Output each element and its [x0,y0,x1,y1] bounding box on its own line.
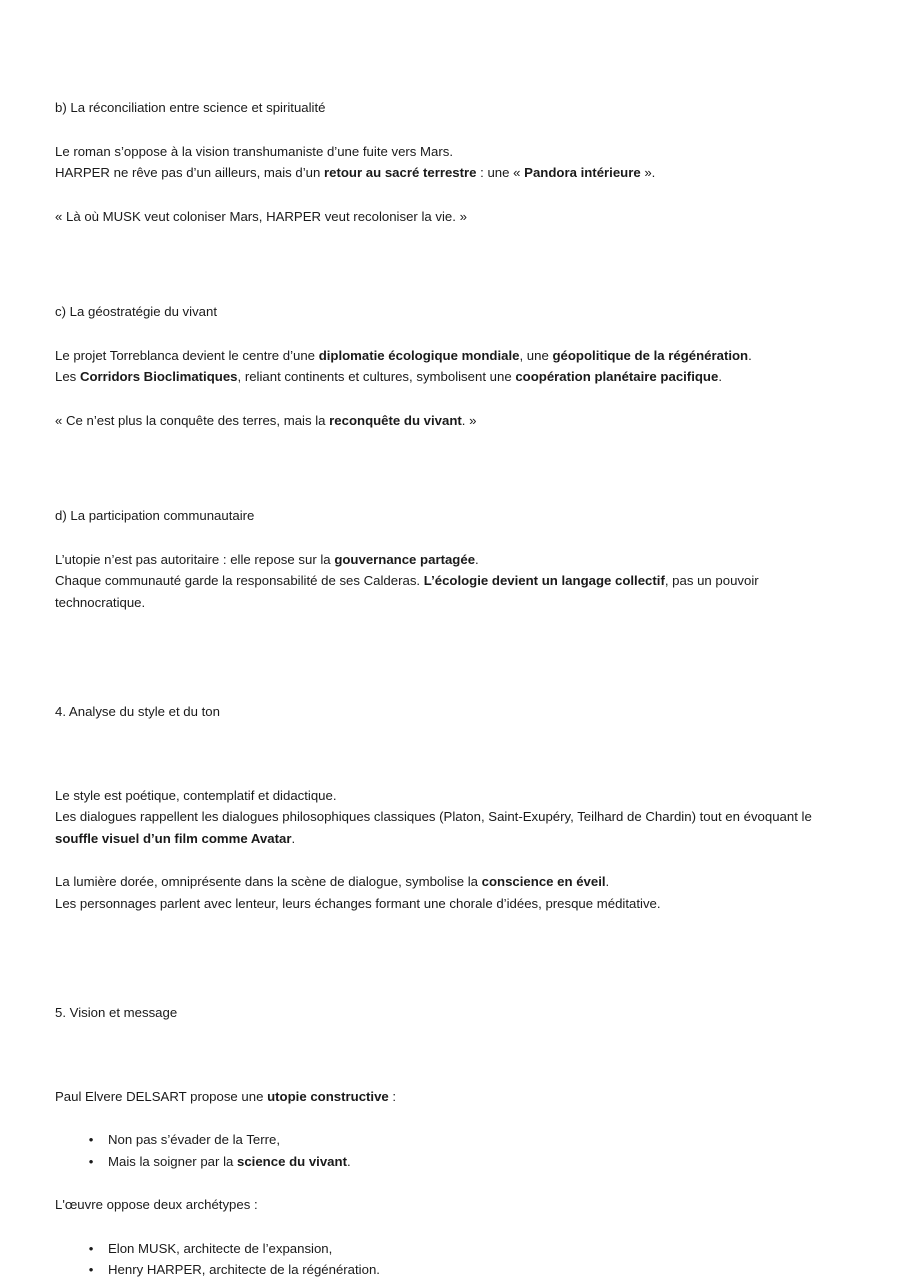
text-run: Elon MUSK, architecte de l’expansion, [108,1240,333,1256]
bullet-icon: • [88,1153,94,1169]
paragraph-5-2: L'œuvre oppose deux archétypes : [55,1197,258,1212]
paragraph-5-1 [55,1086,850,1108]
text-run: Les dialogues rappellent les dialogues philosophiques classiques (Platon, Saint-Exupéry, Teilhard de Chardin) tout en évoquant le [55,809,812,824]
paragraph-b-1 [55,141,850,184]
list-item [55,1259,850,1281]
spacer [55,1107,850,1129]
paragraph-d-1-line-1 [55,549,850,571]
list-item-text [108,1241,332,1256]
bullet-icon: • [88,1262,94,1277]
quote-b: « Là où MUSK veut coloniser Mars, HARPER veut recoloniser la vie. » [55,208,467,224]
paragraph-d-1-line-2 [55,573,759,610]
bullet-list-archetypes [55,1238,850,1281]
text-run: : une « [476,165,525,180]
bold-run: géopolitique de la régénération [552,347,749,363]
paragraph-4-1-line-1: Le style est poétique, contemplatif et didactique. [55,787,337,803]
text-run: , une [519,347,553,363]
spacer [55,914,850,988]
paragraph-c-1-line-2 [55,366,850,388]
text-run: Non pas s’évader de la Terre, [108,1132,281,1147]
paragraph-4-2 [55,871,850,914]
text-run: Chaque communauté garde la responsabilité de ses Calderas. [55,573,424,588]
paragraph-4-2-line-2: Les personnages parlent avec lenteur, leurs échanges formant une chorale d’idées, presque méditative. [55,895,661,911]
bold-run: gouvernance partagée [334,551,476,567]
spacer [55,431,850,505]
text-run: Paul Elvere DELSART propose une [55,1088,268,1104]
bold-run: souffle visuel d’un film comme Avatar [55,830,292,846]
spacer [55,849,850,871]
bold-run: diplomatie écologique mondiale [318,347,520,363]
spacer [55,527,850,549]
list-item [55,1129,850,1151]
section-heading-4: 4. Analyse du style et du ton [55,704,220,719]
bold-run: retour au sacré terrestre [324,165,477,180]
paragraph-d-1 [55,549,850,614]
text-run: . [346,1153,351,1169]
bold-run: utopie constructive [267,1088,389,1104]
paragraph-4-1-line-2 [55,809,812,846]
paragraph-b-1-line-2 [55,162,850,184]
spacer [55,1172,850,1194]
text-run: . » [461,412,477,428]
spacer [55,1024,850,1086]
bold-run: science du vivant [237,1153,347,1169]
text-run: : [388,1088,397,1104]
bold-run: L’écologie devient un langage collectif [423,573,665,588]
text-run: . [748,347,752,363]
text-run: . [291,830,296,846]
paragraph-c-1-line-1 [55,345,850,367]
spacer [55,687,850,701]
text-run: . [475,551,479,567]
bold-run: Pandora intérieure [524,165,641,180]
text-run: Les [55,369,80,384]
paragraph-b-1-line-1: Le roman s’oppose à la vision transhumaniste d’une fuite vers Mars. [55,143,454,159]
list-item [55,1151,850,1173]
text-run: Henry HARPER, architecte de la régénération. [108,1262,380,1277]
list-item-text [108,1154,351,1169]
spacer [55,388,850,410]
list-item-text [108,1132,280,1147]
list-item [55,1238,850,1260]
paragraph-4-1 [55,785,850,850]
spacer [55,613,850,687]
bullet-icon: • [88,1240,94,1256]
text-run: Le projet Torreblanca devient le centre d’une [55,347,319,363]
text-run: La lumière dorée, omniprésente dans la scène de dialogue, symbolise la [55,874,482,889]
quote-c [55,410,850,432]
text-run: , reliant continents et cultures, symbolisent une [237,369,516,384]
spacer [55,323,850,345]
text-run: . [718,369,722,384]
bullet-icon: • [88,1132,94,1147]
spacer [55,119,850,141]
spacer [55,184,850,206]
bold-run: reconquête du vivant [329,412,462,428]
list-item-text [108,1262,380,1277]
text-run: HARPER ne rêve pas d’un ailleurs, mais d’un [55,165,325,180]
text-run: ». [640,165,656,180]
document-body [55,97,850,1281]
spacer [55,227,850,301]
section-heading-d: d) La participation communautaire [55,508,255,523]
bold-run: coopération planétaire pacifique [515,369,719,384]
section-heading-5: 5. Vision et message [55,1005,178,1020]
section-heading-c: c) La géostratégie du vivant [55,304,218,319]
text-run: « Ce n’est plus la conquête des terres, mais la [55,412,330,428]
text-run: Mais la soigner par la [108,1153,238,1169]
section-heading-b: b) La réconciliation entre science et spiritualité [55,100,326,115]
paragraph-c-1 [55,345,850,388]
bold-run: conscience en éveil [481,874,606,889]
paragraph-4-2-line-1 [55,871,850,893]
bullet-list-utopie [55,1129,850,1172]
spacer [55,723,850,785]
text-run: . [605,874,610,889]
bold-run: Corridors Bioclimatiques [79,369,238,384]
text-run: , pas un pouvoir technocratique. [55,573,759,610]
spacer [55,988,850,1002]
spacer [55,1216,850,1238]
text-run: L’utopie n’est pas autoritaire : elle repose sur la [55,551,335,567]
